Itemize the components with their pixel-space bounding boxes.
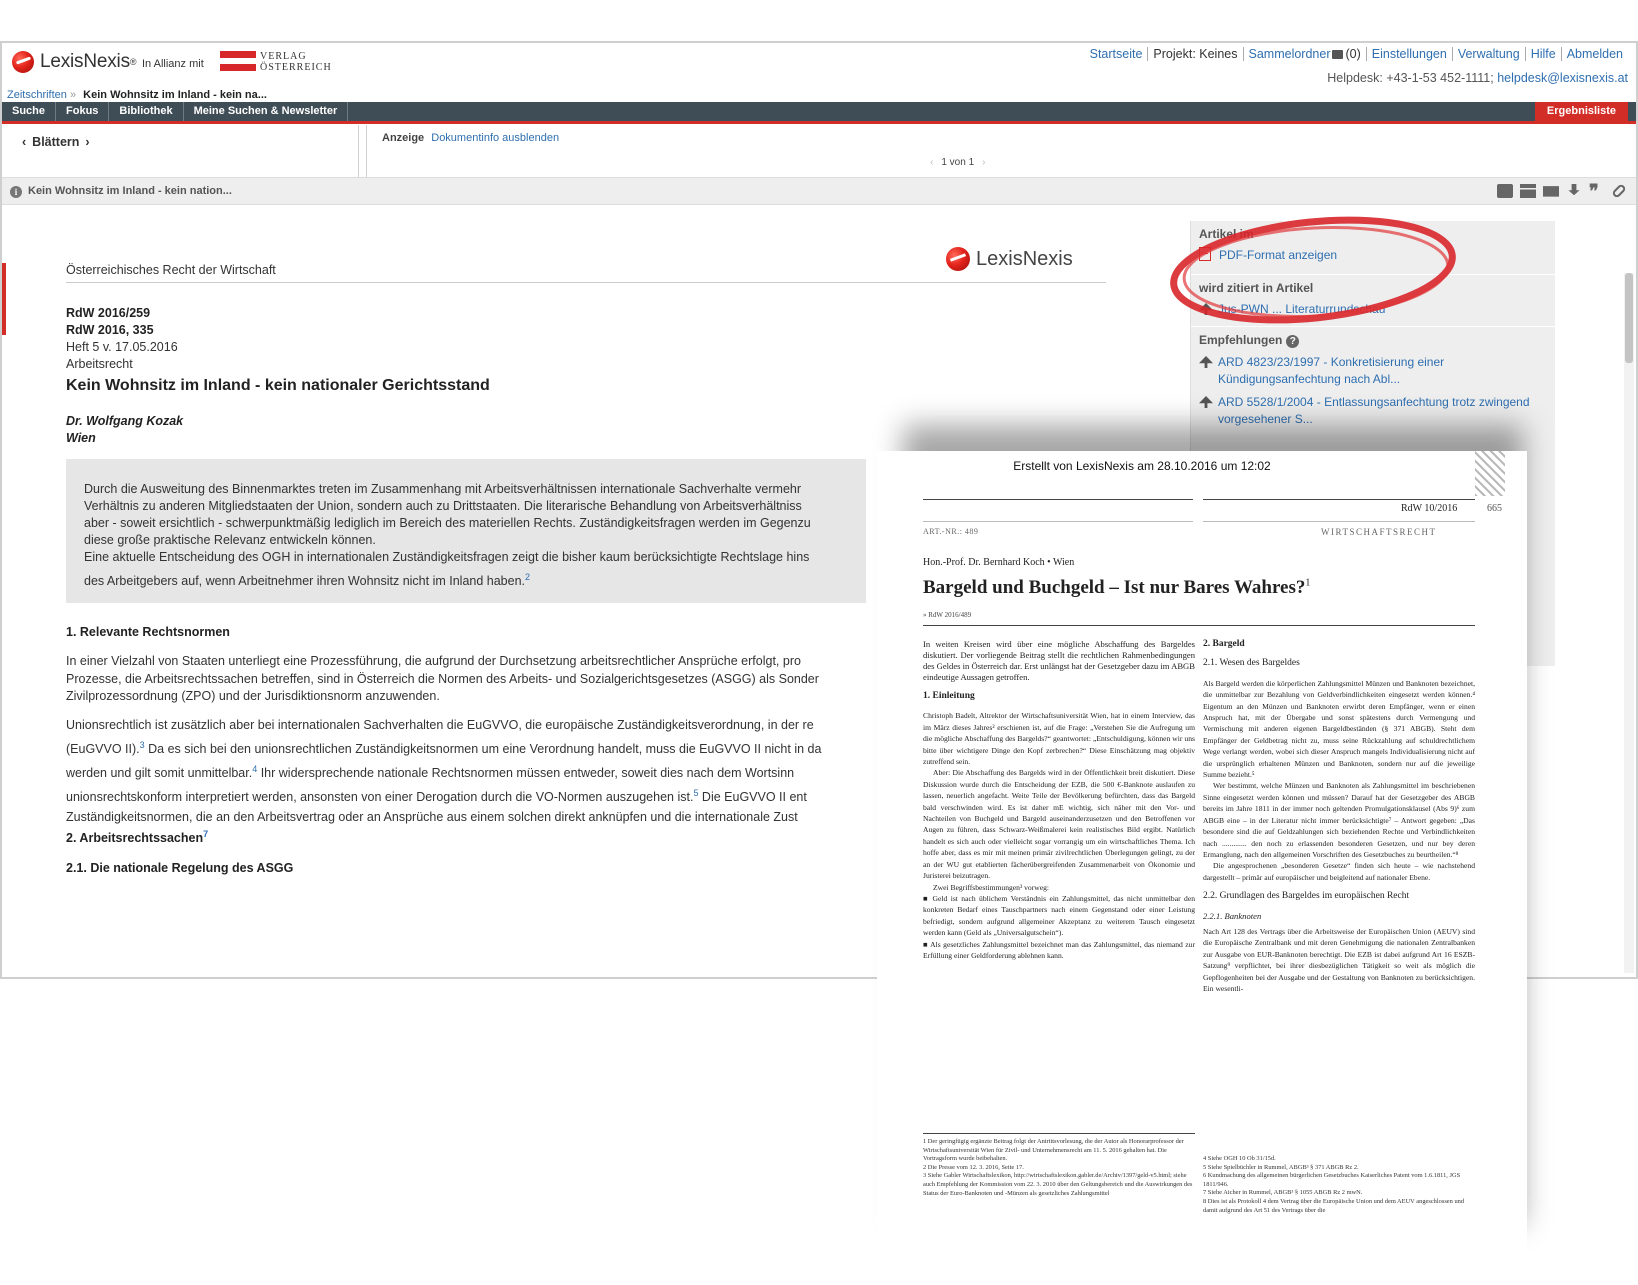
document-tools: [1490, 181, 1626, 201]
lexisnexis-ball-icon: [946, 247, 970, 271]
cited-link[interactable]: Jus-PWN ... Literaturrundschau: [1199, 301, 1547, 318]
section-heading: 2. Arbeitsrechtssachen$^7$: [66, 829, 209, 846]
chevron-right-icon[interactable]: ›: [85, 135, 90, 149]
tree-icon: [1199, 396, 1213, 408]
scrollbar-thumb[interactable]: [1625, 273, 1633, 363]
helpdesk-info: Helpdesk: +43-1-53 452-1111; helpdesk@lexisnexis.at: [1327, 71, 1628, 85]
prev-page-icon[interactable]: ‹: [930, 157, 934, 168]
recommendation-link[interactable]: ARD 4823/23/1997 - Konkretisierung einer Kündigungsanfechtung nach Abl...: [1199, 354, 1547, 388]
dokumentinfo-toggle-link[interactable]: Dokumentinfo ausblenden: [431, 132, 560, 144]
pdf-column-left: In weiten Kreisen wird über eine mögliche Abschaffung des Bargeldes diskutiert. Der vorliegende Beitrag stellt die rechtlichen Rahmenbedingungen des Geldes in Österreich dar. Erst unlängst hat der Gesetzgeber dazu im ABGB eindeutige Aussagen getroffen. 1. Einleitung Christoph Badelt, Altrektor der Wirtschaftsuniversität Wien, hat in einem Interview, das im März dieses Jahres² erschienen ist, auf die Frage: „Verstehen Sie die Aufregung um die mögliche Abschaffung des Bargelds?“ geantwortet: „Entschuldigung, können wir uns bitte über wichtigere Dinge den Kopf zerbrechen?“ Diese Einschätzung mag objektiv zutreffend sein. Aber: Die Abschaffung des Bargelds wird in der Öffentlichkeit breit diskutiert. Diese Diskussion wurde durch die Entscheidung der EZB, die 500 €-Banknote auslaufen zu lassen, neuerlich angefacht. Weite Teile der Bevölkerung befürchten, dass das Bargeld bald verschwinden wird. Es ist daher mE wichtig, sich näher mit den Vor- und Nachteilen von Buchgeld und Bargeld auseinanderzusetzen und den Betroffenen vor Augen zu führen, dass Schwarz-Weißmalerei kein realistisches Bild ergibt. Natürlich handelt es sich auch oder vielleicht sogar vorrangig um ein wirtschaftliches Thema. Ich hoffe aber, dass es mir mit meinen primär zivilrechtlichen Überlegungen gelingt, zu der an der WU gut etablierten fächerübergreifenden Zusammenarbeit von Ökonomie und Juristerei beizutragen. Zwei Begriffsbestimmungen³ vorweg: ■ Geld ist nach üblichem Verständnis ein Zahlungsmittel, das nicht unmittelbar den konkreten Bedarf eines Tauschpartners nach einem Gegenstand oder einer Leistung befriedigt, sondern aufgrund allgemeiner Akzeptanz zu weiterem Tausch eingesetzt werden kann (Geld als „Universalgutschein“). ■ Als gesetzliches Zahlungsmittel bezeichnet man das Zahlungsmittel, das niemand zur Erfüllung einer Geldforderung ablehnen kann.: [923, 639, 1195, 960]
lexisnexis-logo[interactable]: LexisNexis ®: [12, 51, 137, 73]
austria-flag-icon: [220, 51, 256, 71]
document-info-bar: [2, 177, 1636, 205]
nav-einstellungen[interactable]: Einstellungen: [1366, 47, 1452, 61]
pdf-heading: 1. Einleitung: [923, 691, 975, 701]
nav-abmelden[interactable]: Abmelden: [1561, 47, 1628, 61]
sidebar-recommendations: Empfehlungen ? ARD 4823/23/1997 - Konkretisierung einer Kündigungsanfechtung nach Abl... ARD 5528/1/2004 - Entlassungsanfechtung trotz zwingend vorgesehener S...: [1191, 327, 1555, 667]
document-author: Dr. Wolfgang Kozak Wien: [66, 414, 184, 445]
pdf-pattern: [1475, 451, 1505, 496]
next-page-icon[interactable]: ›: [982, 157, 986, 168]
footnote-link[interactable]: 2: [525, 572, 531, 582]
document-title: Kein Wohnsitz im Inland - kein nationaler Gerichtsstand: [66, 377, 490, 394]
pdf-page-preview: [877, 451, 1527, 1285]
pdf-subheading: 2.1. Wesen des Bargeldes: [1203, 658, 1300, 669]
citation-2: RdW 2016, 335: [66, 323, 154, 337]
pdf-issue-ref: RdW 10/2016: [1401, 503, 1458, 514]
breadcrumb-current: Kein Wohnsitz im Inland - kein na...: [83, 89, 267, 101]
download-icon[interactable]: [1566, 184, 1582, 198]
toolbar-divider: [366, 125, 367, 177]
nav-sammelordner[interactable]: Sammelordner (0): [1243, 47, 1366, 61]
pdf-format-link[interactable]: PDF-Format anzeigen: [1199, 247, 1547, 264]
pdf-author: Hon.-Prof. Dr. Bernhard Koch • Wien: [923, 557, 1075, 568]
citation-1: RdW 2016/259: [66, 306, 151, 320]
tab-fokus[interactable]: Fokus: [56, 102, 109, 121]
pdf-footnotes-right: 4 Siehe OGH 10 Ob 31/15d. 5 Siehe Spielbüchler in Rummel, ABGB³ § 371 ABGB Rz 2. 6 Kundmachung des allgemeinen bürgerlichen Gesetzbuches Kaiserliches Patent vom 1.6.1811, JGS 1811/946. 7 Siehe Aicher in Rummel, ABGB³ § 1055 ABGB Rz 2 mwN. 8 Dies ist als Protokoll 4 dem Vertrag über die Europäische Union und dem AEUV angeschlossen und damit aufgrund des Art 51 des Vertrags über die: [1203, 1155, 1465, 1214]
pdf-page-number: 665: [1487, 503, 1502, 514]
breadcrumb-zeitschriften[interactable]: Zeitschriften: [7, 89, 67, 101]
tree-icon: [1199, 356, 1213, 368]
main-navigation: [2, 102, 1636, 124]
scrollbar[interactable]: [1624, 273, 1634, 973]
ergebnisliste-button[interactable]: Ergebnisliste: [1535, 102, 1628, 121]
pdf-ref-line: » RdW 2016/489: [923, 611, 972, 619]
highlight-ellipse: [1160, 208, 1470, 338]
email-icon[interactable]: [1543, 184, 1559, 198]
pdf-created-note: Erstellt von LexisNexis am 28.10.2016 um 12:02: [1013, 459, 1271, 473]
pdf-rule: [923, 521, 1193, 522]
footnote-link[interactable]: 3: [139, 740, 145, 750]
document-abstract: Durch die Ausweitung des Binnenmarktes treten im Zusammenhang mit Arbeitsverhältnissen internationale Sachverhalte vermehr Verhältnis zu anderen Mitgliedstaaten der Union, sondern auch zu Drittstaaten. Die literarische Behandlung von Arbeitsverhältniss aber - soweit ersichtlich - schwerpunktmäßig lediglich im Bereich des materiellen Rechts. Zuständigkeitsfragen werden im Gegenzu diese große praktische Relevanz entwickeln können. Eine aktuelle Entscheidung des OGH in internationalen Zuständigkeitsfragen zeigt die bisher kaum berücksichtigte Rechtslage hins des Arbeitgebers auf, wenn Arbeitnehmer ihren Wohnsitz nicht im Inland haben.$^2$: [66, 459, 866, 603]
document-marker: [2, 263, 6, 335]
pdf-title: Bargeld und Buchgeld – Ist nur Bares Wahres?$^1$: [923, 577, 1311, 598]
tab-bibliothek[interactable]: Bibliothek: [109, 102, 183, 121]
lexisnexis-ball-icon: [12, 51, 34, 73]
document-short-title: Kein Wohnsitz im Inland - kein nation...: [28, 185, 232, 197]
anzeige-control: Anzeige Dokumentinfo ausblenden: [382, 132, 560, 144]
subject-area: Arbeitsrecht: [66, 357, 133, 371]
document-meta: [66, 305, 178, 373]
footnote-link[interactable]: 5: [693, 788, 699, 799]
quote-icon[interactable]: ❞: [1589, 181, 1599, 201]
pdf-subheading: 2.2. Grundlagen des Bargeldes im europäischen Recht: [1203, 891, 1410, 902]
chevron-left-icon[interactable]: ‹: [22, 135, 27, 149]
nav-hilfe[interactable]: Hilfe: [1525, 47, 1561, 61]
info-icon[interactable]: i: [10, 186, 22, 198]
nav-startseite[interactable]: Startseite: [1089, 47, 1143, 61]
pdf-rule: [923, 625, 1475, 626]
toolbar-divider: [358, 125, 359, 177]
pdf-footnotes-left: 1 Der geringfügig ergänzte Beitrag folgt der Antrittsvorlesung, die der Autor als Honorarprofessor der Wirtschaftsuniversität Wien für Zivil- und Unternehmensrecht am 11. 5. 2016 gehalten hat. Die Vortragsform wurde beibehalten. 2 Die Presse vom 12. 3. 2016, Seite 17. 3 Siehe Gabler Wirtschaftslexikon, http://wirtschaftslexikon.gabler.de/Archiv/1397/geld-v5.html; siehe auch Empfehlung der Kommission vom 22. 3. 2010 über den Geltungsbereich und die Auswirkungen des Status der Euro-Banknoten und -Münzen als gesetzliches Zahlungsmittel: [923, 1133, 1195, 1223]
pdf-rule: [1203, 499, 1475, 500]
nav-verwaltung[interactable]: Verwaltung: [1452, 47, 1525, 61]
pdf-section: WIRTSCHAFTSRECHT: [1321, 527, 1437, 537]
help-icon[interactable]: ?: [1286, 335, 1299, 348]
pdf-rule: [923, 499, 1193, 500]
pdf-rule: [1203, 521, 1475, 522]
link-icon[interactable]: [1611, 183, 1627, 199]
sidebar-artikel: Artikel im PDF-Format anzeigen: [1191, 221, 1555, 275]
verlag-oesterreich-logo: VERLAG ÖSTERREICH: [220, 51, 332, 73]
blaettern-control[interactable]: ‹ Blättern ›: [22, 135, 90, 149]
paragraph: Unionsrechtlich ist zusätzlich aber bei internationalen Sachverhalten die EuGVVO, die europäische Zuständigkeitsverordnung, in der re (EuGVVO II).$^3$ Da es sich bei den unionsrechtlichen Zuständigkeitsnormen um eine Verordnung handelt, muss die EuGVVO II nicht in da werden und gilt somit unmittelbar.$^4$ Ihr widersprechende nationale Rechtsnormen müssen entweder, soweit dies nach dem Wortsinn unionsrechtskonform interpretiert werden, ansonsten von einer Derogation durch die VO-Normen auszugehen ist.$^5$ Die EuGVVO II ent Zuständigkeitsnormen, die an den Arbeitsvertrag oder an Ansprüche aus einem solchen direkt anknüpfen und die internationale Zust: [66, 718, 822, 825]
pdf-article-number: ART.-NR.: 489: [923, 527, 979, 536]
document-lexisnexis-logo: LexisNexis: [946, 247, 1073, 271]
tab-meine-suchen[interactable]: Meine Suchen & Newsletter: [184, 102, 349, 121]
allianz-label: In Allianz mit: [142, 58, 204, 70]
pager: ‹ 1 von 1 ›: [930, 157, 986, 168]
breadcrumb: Zeitschriften » Kein Wohnsitz im Inland - kein na...: [7, 89, 267, 101]
recommendation-link[interactable]: ARD 5528/1/2004 - Entlassungsanfechtung trotz zwingend vorgesehener S...: [1199, 394, 1547, 428]
issue: Heft 5 v. 17.05.2016: [66, 340, 178, 354]
nav-projekt[interactable]: Projekt: Keines: [1147, 47, 1242, 61]
tab-suche[interactable]: Suche: [2, 102, 56, 121]
pdf-column-right: 2. Bargeld 2.1. Wesen des Bargeldes Als Bargeld werden die körperlichen Zahlungsmittel Münzen und Banknoten bezeichnet, die unmittelbar zur Bezahlung von Geldverbindlichkeiten eingesetzt werden können.⁴ Eigentum an den Münzen und Banknoten erwirbt deren Empfänger, wenn er einen Anspruch hat, mit der Übergabe und sonst spätestens durch Vermengung und Vermischung mit anderen eigenen Bargeldbeständen (§ 371 ABGB). Steht dem Empfänger der Geldbetrag nicht zu, muss seine Rückzahlung auf schuldrechtlichem Wege verlangt werden, wobei sich dieser Anspruch mangels Individualisierung nicht auf die ursprünglich erhaltenen Münzen und Banknoten, sondern nur auf die jeweilige Summe bezieht.⁵ Wer bestimmt, welche Münzen und Banknoten als Zahlungsmittel im beschriebenen Sinne eingesetzt werden können und müssen? Darauf hat der Gesetzgeber des ABGB bereits im Jahre 1811 in der immer noch geltenden Promulgationsklausel (Abs 9)⁶ zum ABGB eine – in der Literatur nicht immer berücksichtigte⁷ – Antwort gegeben: „Das besondere sind die auf Geldzahlungen sich beziehenden Rechte und Verbindlichkeiten nach ............. den noch zu erlassenden besonderen Gesetzen, und nur bey deren Ermanglung, nach den allgemeinen Vorschriften des Gesetzbuches zu beurtheilen.“⁸ Die angesprochenen „besonderen Gesetze“ finden sich heute – wie nachstehend dargestellt – primär auf europäischer und beigleitend auf nationaler Ebene. 2.2. Grundlagen des Bargeldes im europäischen Recht 2.2.1. Banknoten Nach Art 128 des Vertrags über die Arbeitsweise der Europäischen Union (AEUV) sind die Europäische Zentralbank und mit deren Genehmigung die nationalen Zentralbanken zur Ausgabe von EUR-Banknoten berechtigt. Die EZB ist dabei aufgrund Art 16 ESZB-Satzung⁹ verpflichtet, bei ihrer diesbezüglichen Tätigkeit so weit als möglich die Gepflogenheiten bei der Ausgabe und der Gestaltung von Banknoten zu berücksichtigen. Ein wesentli-: [1203, 639, 1475, 993]
print-icon[interactable]: [1520, 184, 1536, 198]
brand-name: LexisNexis: [40, 51, 130, 72]
sidebar-cited: wird zitiert in Artikel Jus-PWN ... Literaturrundschau: [1191, 275, 1555, 327]
pdf-subheading: 2.2.1. Banknoten: [1203, 910, 1262, 921]
footnote-link[interactable]: 4: [252, 764, 258, 775]
paragraph: In einer Vielzahl von Staaten unterliegt eine Prozessführung, die aufgrund der Durchsetzung arbeitsrechtlicher Ansprüche erfolgt, pro Prozesse, die Arbeitsrechtssachen betreffen, sind in Österreich die Normen des Arbeits- und Sozialgerichtsgesetzes (ASGG) als Sonder Zivilprozessordnung (ZPO) und der Jurisdiktionsnorm anzuwenden.: [66, 654, 819, 703]
top-navigation: [1085, 47, 1628, 61]
folder-icon: [1332, 50, 1343, 59]
save-folder-icon[interactable]: [1497, 184, 1513, 198]
pdf-lead: In weiten Kreisen wird über eine mögliche Abschaffung des Bargeldes diskutiert. Der vorliegende Beitrag stellt die rechtlichen Rahmenbedingungen des Geldes in Österreich dar. Erst unlängst hat der Gesetzgeber dazu im ABGB eindeutige Aussagen getroffen.: [923, 639, 1195, 682]
section-heading: 2.1. Die nationale Regelung des ASGG: [66, 861, 294, 875]
journal-name: Österreichisches Recht der Wirtschaft: [66, 263, 276, 277]
footnote-link[interactable]: 7: [203, 829, 209, 839]
pdf-heading: 2. Bargeld: [1203, 639, 1245, 649]
section-heading: 1. Relevante Rechtsnormen: [66, 625, 230, 639]
helpdesk-email-link[interactable]: helpdesk@lexisnexis.at: [1497, 71, 1628, 85]
